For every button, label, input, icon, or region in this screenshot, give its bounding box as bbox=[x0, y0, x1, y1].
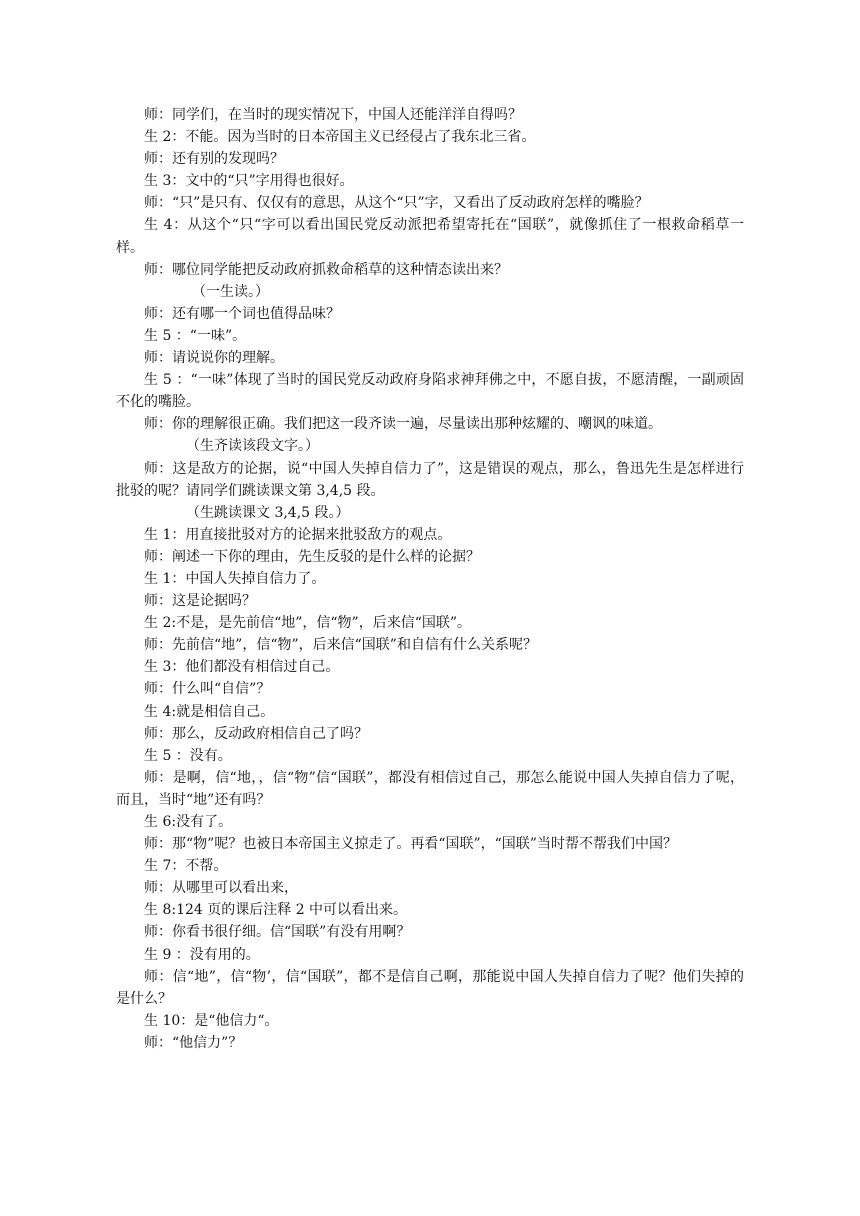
paragraph: 师：还有哪一个词也值得品味？ bbox=[144, 305, 340, 322]
paragraph: 师：这是论据吗？ bbox=[144, 593, 256, 610]
paragraph: 师：那么，反动政府相信自己了吗？ bbox=[144, 725, 368, 742]
paragraph: 生 5 ：“一味”体现了当时的国民党反动政府身陷求神拜佛之中，不愿自拔，不愿清醒，一副顽固不化的嘴脸。 bbox=[116, 372, 744, 411]
paragraph: 师：你的理解很正确。我们把这一段齐读一遍，尽量读出那种炫耀的、嘲讽的味道。 bbox=[144, 416, 662, 433]
paragraph: 生 7：不帮。 bbox=[144, 858, 228, 875]
paragraph: 师：这是敌方的论据，说“中国人失掉自信力了”，这是错误的观点，那么，鲁迅先生是怎样进行批驳的呢？请同学们跳读课文第 3,4,5 段。 bbox=[116, 460, 744, 499]
paragraph: 生 2：不能。因为当时的日本帝国主义已经侵占了我东北三省。 bbox=[144, 129, 536, 146]
stage-direction: （生齐读该段文字。） bbox=[186, 438, 319, 455]
paragraph: 师：你看书很仔细。信“国联”有没有用啊？ bbox=[144, 924, 411, 941]
paragraph: 师：请说说你的理解。 bbox=[144, 350, 284, 367]
paragraph: 生 3：他们都没有相信过自己。 bbox=[144, 659, 340, 676]
paragraph: 师：同学们，在当时的现实情况下，中国人还能洋洋自得吗？ bbox=[144, 107, 522, 123]
paragraph: 师：那“物”呢？也被日本帝国主义掠走了。再看“国联”，“国联”当时帮不帮我们中国？ bbox=[144, 836, 677, 853]
paragraph: 师：是啊，信“地，，信“物”信“国联”，都没有相信过自己，那怎么能说中国人失掉自信力了呢，而且，当时“地”还有吗？ bbox=[116, 769, 744, 808]
stage-direction: （生跳读课文 3,4,5 段。） bbox=[186, 504, 350, 521]
paragraph: 师：先前信“地”，信“物”，后来信“国联”和自信有什么关系呢？ bbox=[144, 637, 537, 654]
stage-direction: （一生读。） bbox=[192, 283, 269, 300]
paragraph: 生 1：用直接批驳对方的论据来批驳敌方的观点。 bbox=[144, 526, 452, 543]
document-body bbox=[116, 104, 744, 1054]
paragraph: 生 8:124 页的课后注释 2 中可以看出来。 bbox=[144, 902, 408, 919]
paragraph: 生 1：中国人失掉自信力了。 bbox=[144, 570, 326, 587]
paragraph: 生 10：是“他信力“。 bbox=[144, 1012, 279, 1029]
paragraph: 生 5 ：“一味”。 bbox=[144, 327, 247, 344]
paragraph: 师：阐述一下你的理由，先生反驳的是什么样的论据？ bbox=[144, 548, 480, 565]
paragraph: 生 6:没有了。 bbox=[144, 814, 233, 830]
paragraph: 师：“他信力”？ bbox=[144, 1034, 243, 1051]
paragraph: 师：什么叫“自信”？ bbox=[144, 681, 271, 698]
paragraph: 师：还有别的发现吗？ bbox=[144, 151, 284, 168]
paragraph: 生 4:就是相信自己。 bbox=[144, 703, 275, 720]
paragraph: 生 2:不是，是先前信“地”，信“物”，后来信“国联”。 bbox=[144, 615, 472, 632]
paragraph: 师：哪位同学能把反动政府抓救命稻草的这种情态读出来？ bbox=[144, 261, 508, 278]
paragraph: 师：信“地”，信“物’，信“国联”，都不是信自己啊，那能说中国人失掉自信力了呢？他们失掉的是什么？ bbox=[116, 968, 744, 1007]
paragraph: 师：“只”是只有、仅仅有的意思，从这个“只”字，又看出了反动政府怎样的嘴脸？ bbox=[144, 195, 649, 212]
paragraph: 生 4：从这个“只“字可以看出国民党反动派把希望寄托在“国联”，就像抓住了一根救命稻草一样。 bbox=[116, 217, 744, 256]
paragraph: 生 9 ：没有用的。 bbox=[144, 946, 260, 963]
paragraph: 生 3：文中的“只”字用得也很好。 bbox=[144, 173, 354, 190]
paragraph: 师：从哪里可以看出来， bbox=[144, 880, 298, 897]
paragraph: 生 5 ：没有。 bbox=[144, 747, 232, 764]
